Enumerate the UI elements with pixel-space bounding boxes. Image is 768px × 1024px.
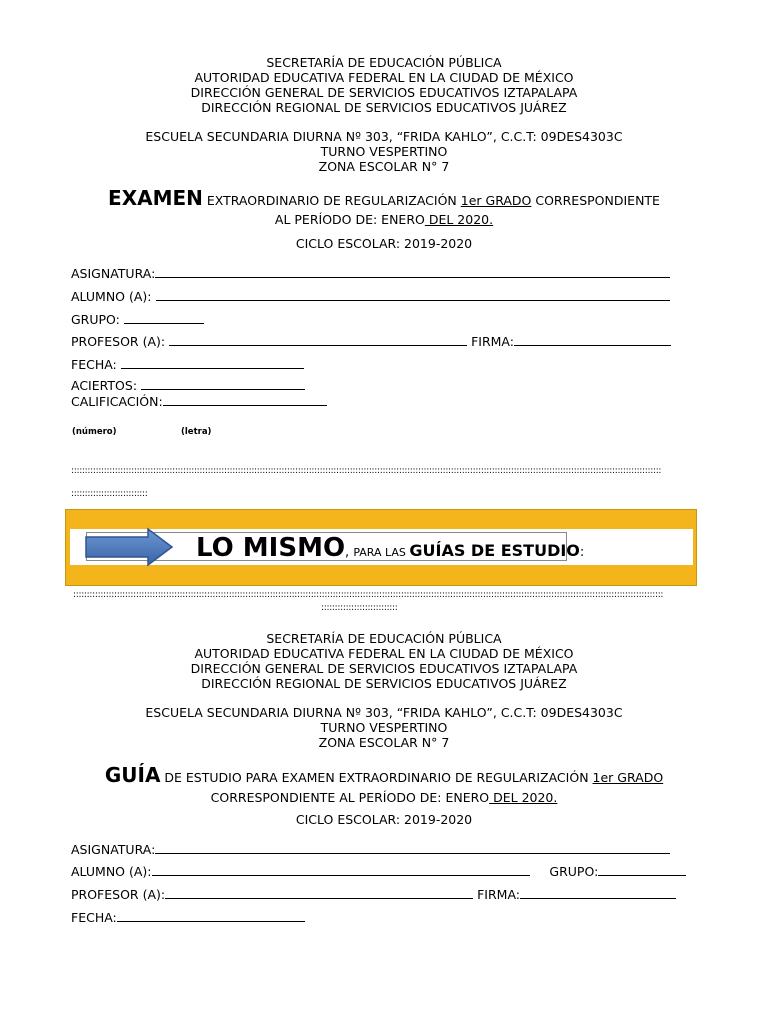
header-line-1: SECRETARÍA DE EDUCACIÓN PÚBLICA <box>266 55 502 70</box>
guide-asignatura-label: ASIGNATURA: <box>71 842 156 857</box>
letra-note: (letra) <box>181 427 212 437</box>
guide-title-big: GUÍA <box>104 763 161 787</box>
guide-header-line-4: DIRECCIÓN REGIONAL DE SERVICIOS EDUCATIVOS JUÁREZ <box>201 676 567 691</box>
guide-cycle: CICLO ESCOLAR: 2019-2020 <box>295 812 473 827</box>
arrow-right-icon <box>84 527 176 567</box>
guide-header-line-1: SECRETARÍA DE EDUCACIÓN PÚBLICA <box>266 631 502 646</box>
guide-alumno-label: ALUMNO (A): <box>71 864 152 879</box>
header-line-4: DIRECCIÓN REGIONAL DE SERVICIOS EDUCATIVOS JUÁREZ <box>201 100 567 115</box>
guide-period <box>0 790 768 805</box>
separator-dots-4: :::::::::::::::::::::::::::: <box>321 603 398 613</box>
school-line-2: TURNO VESPERTINO <box>320 144 448 159</box>
header-line-2: AUTORIDAD EDUCATIVA FEDERAL EN LA CIUDAD DE MÉXICO <box>194 70 574 85</box>
header-line-3: DIRECCIÓN GENERAL DE SERVICIOS EDUCATIVOS IZTAPALAPA <box>190 85 578 100</box>
banner-comma: , <box>345 545 354 560</box>
banner-guias: GUÍAS DE ESTUDIO <box>409 541 580 560</box>
exam-title <box>0 186 768 210</box>
guide-fecha-line[interactable] <box>117 910 305 922</box>
profesor-line[interactable] <box>169 334 467 346</box>
guide-school-header <box>0 705 768 750</box>
separator-dots-2: :::::::::::::::::::::::::::: <box>71 489 148 499</box>
guide-firma-line[interactable] <box>520 887 676 899</box>
exam-fecha-field[interactable] <box>71 357 304 372</box>
guide-alumno-line[interactable] <box>152 864 530 876</box>
firma-label: FIRMA: <box>471 334 514 349</box>
firma-line[interactable] <box>514 334 671 346</box>
guide-banner <box>65 509 697 586</box>
banner-prefix: LO <box>196 533 243 563</box>
exam-title-big: EXAMEN <box>108 186 203 210</box>
aciertos-label: ACIERTOS: <box>71 378 138 393</box>
guide-school-line-1: ESCUELA SECUNDARIA DIURNA Nº 303, “FRIDA KAHLO”, C.C.T: 09DES4303C <box>145 705 623 720</box>
guide-fecha-field[interactable] <box>71 910 305 925</box>
guide-grupo-label: GRUPO: <box>549 864 599 879</box>
profesor-label: PROFESOR (A): <box>71 334 166 349</box>
numero-note: (número) <box>72 427 117 437</box>
exam-school-header <box>0 129 768 174</box>
school-line-1: ESCUELA SECUNDARIA DIURNA Nº 303, “FRIDA KAHLO”, C.C.T: 09DES4303C <box>145 129 623 144</box>
guide-title-rest: DE ESTUDIO PARA EXAMEN EXTRAORDINARIO DE REGULARIZACIÓN <box>160 770 593 785</box>
exam-aciertos-field[interactable] <box>71 378 305 393</box>
banner-inner <box>70 529 693 565</box>
alumno-label: ALUMNO (A): <box>71 289 152 304</box>
exam-institution-header <box>0 55 768 115</box>
separator-dots-1: :::::::::::::::::::::::::::::::::::::::::::::::::::::::::::::::::::::::::::::::::::::::::::::::::::::::::::::::::::::::::::::::::::::::::::::::::::::::::::::::::::::::::::::::::::::::::::::::::::::::::::::::::::::::: <box>71 466 662 476</box>
guide-school-line-2: TURNO VESPERTINO <box>320 720 448 735</box>
guide-profesor-line[interactable] <box>165 887 473 899</box>
asignatura-line[interactable] <box>155 266 670 278</box>
guide-grupo-line[interactable] <box>598 864 686 876</box>
school-line-3: ZONA ESCOLAR N° 7 <box>318 159 450 174</box>
guide-asignatura-line[interactable] <box>155 842 670 854</box>
alumno-line[interactable] <box>156 289 670 301</box>
guide-title <box>0 763 768 787</box>
exam-grupo-field[interactable] <box>71 312 204 327</box>
exam-profesor-field[interactable] <box>71 334 671 349</box>
grupo-label: GRUPO: <box>71 312 120 327</box>
guide-profesor-label: PROFESOR (A): <box>71 887 166 902</box>
exam-cycle: CICLO ESCOLAR: 2019-2020 <box>295 236 473 251</box>
exam-period-year: DEL 2020. <box>424 212 494 227</box>
banner-para: PARA LAS <box>353 546 410 559</box>
calificacion-label: CALIFICACIÓN: <box>71 394 163 409</box>
guide-profesor-field[interactable] <box>71 887 676 902</box>
guide-institution-header <box>0 631 768 691</box>
banner-colon: : <box>579 545 585 560</box>
fecha-line[interactable] <box>121 357 304 369</box>
exam-title-end: CORRESPONDIENTE <box>531 193 660 208</box>
exam-title-rest: EXTRAORDINARIO DE REGULARIZACIÓN <box>202 193 461 208</box>
exam-asignatura-field[interactable] <box>71 266 670 281</box>
fecha-label: FECHA: <box>71 357 117 372</box>
exam-alumno-field[interactable] <box>71 289 670 304</box>
banner-mismo: MISMO <box>242 533 346 563</box>
calificacion-line[interactable] <box>163 394 327 406</box>
guide-header-line-3: DIRECCIÓN GENERAL DE SERVICIOS EDUCATIVOS IZTAPALAPA <box>190 661 578 676</box>
banner-text <box>196 533 584 568</box>
guide-alumno-field[interactable] <box>71 864 686 879</box>
guide-period-pre: CORRESPONDIENTE AL PERÍODO DE: ENERO <box>210 790 490 805</box>
exam-calificacion-field[interactable] <box>71 394 327 409</box>
guide-fecha-label: FECHA: <box>71 910 117 925</box>
guide-grade: 1er GRADO <box>592 770 664 785</box>
aciertos-line[interactable] <box>141 378 305 390</box>
exam-grade: 1er GRADO <box>460 193 532 208</box>
guide-header-line-2: AUTORIDAD EDUCATIVA FEDERAL EN LA CIUDAD DE MÉXICO <box>194 646 574 661</box>
guide-asignatura-field[interactable] <box>71 842 670 857</box>
guide-firma-label: FIRMA: <box>477 887 520 902</box>
exam-period-pre: AL PERÍODO DE: ENERO <box>274 212 425 227</box>
asignatura-label: ASIGNATURA: <box>71 266 156 281</box>
guide-period-year: DEL 2020. <box>489 790 558 805</box>
separator-dots-3: :::::::::::::::::::::::::::::::::::::::::::::::::::::::::::::::::::::::::::::::::::::::::::::::::::::::::::::::::::::::::::::::::::::::::::::::::::::::::::::::::::::::::::::::::::::::::::::::::::::::::::::::::::::::: <box>73 590 664 600</box>
guide-school-line-3: ZONA ESCOLAR N° 7 <box>318 735 450 750</box>
grupo-line[interactable] <box>124 312 204 324</box>
exam-period <box>0 212 768 227</box>
